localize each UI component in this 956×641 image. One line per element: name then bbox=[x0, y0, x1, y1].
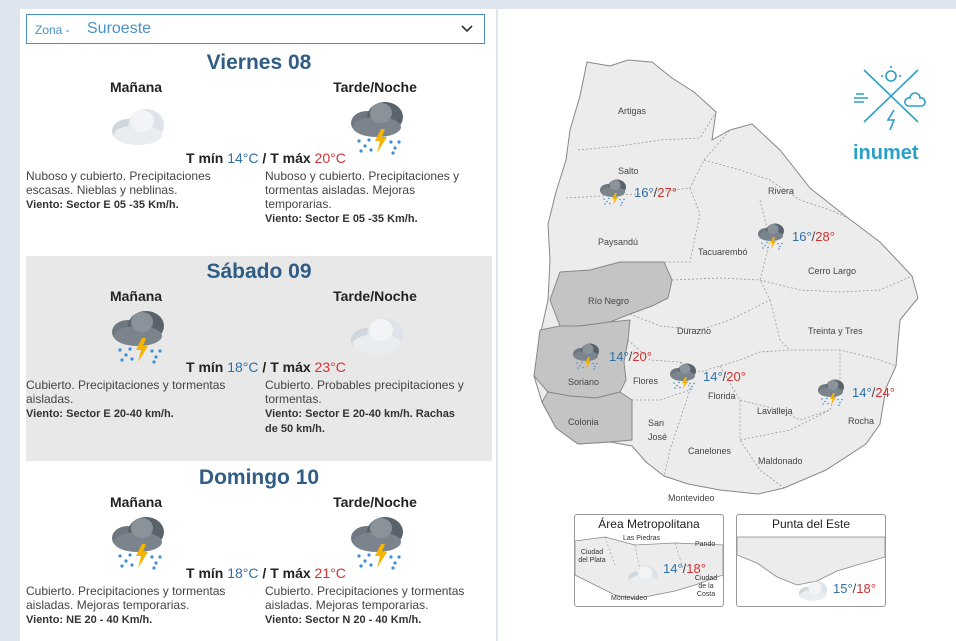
temperature-range: T mín 14°C / T máx 20°C bbox=[186, 150, 346, 166]
period-label: Tarde/Noche bbox=[333, 288, 417, 304]
place-label: Ciudad del Plata bbox=[578, 549, 606, 564]
place-label: Ciudad de la Costa bbox=[694, 575, 718, 598]
storm-icon bbox=[667, 362, 699, 390]
dept-label: Tacuarembó bbox=[698, 247, 748, 257]
day-title: Domingo 10 bbox=[198, 466, 320, 489]
map-temperature: 14°/20° bbox=[703, 369, 746, 384]
wind-text: Viento: Sector E 20-40 km/h. bbox=[26, 408, 174, 420]
storm-icon bbox=[570, 342, 602, 370]
dept-label: Rivera bbox=[768, 186, 795, 196]
dept-label: Río Negro bbox=[588, 296, 630, 306]
forecast-description: Cubierto. Precipitaciones y tormentas aisladas. Mejoras temporarias. Viento: NE 20 - 40 Km/h. bbox=[26, 584, 226, 626]
temperature-range: T mín 18°C / T máx 21°C bbox=[186, 565, 346, 581]
dept-label: Treinta y Tres bbox=[808, 326, 863, 336]
map-temperature: 14°/18° bbox=[663, 561, 706, 576]
map-temperature: 14°/20° bbox=[609, 349, 652, 364]
temp-min: 14°C bbox=[227, 150, 259, 166]
map-temperature: 14°/24° bbox=[852, 385, 895, 400]
forecast-description: Nuboso y cubierto. Precipitaciones y tormentas aisladas. Mejoras temporarias. Viento: Sector E 05 -35 Km/h. bbox=[265, 169, 460, 225]
temp-min: 18°C bbox=[227, 359, 259, 375]
inumet-logo-text: inumet bbox=[853, 142, 919, 164]
dept-label: Colonia bbox=[568, 417, 599, 427]
wind-text: Viento: Sector E 05 -35 Km/h. bbox=[26, 199, 179, 211]
day-title: Viernes 08 bbox=[206, 51, 312, 74]
temp-max: 20°C bbox=[314, 150, 346, 166]
period-label: Tarde/Noche bbox=[333, 494, 417, 510]
zone-label: Zona - bbox=[35, 23, 70, 37]
map-temperature: 16°/28° bbox=[792, 229, 835, 244]
zone-value: Suroeste bbox=[87, 20, 152, 37]
inumet-logo-icon bbox=[850, 64, 930, 140]
forecast-description: Nuboso y cubierto. Precipitaciones escasas. Nieblas y neblinas. Viento: Sector E 05 -35 Km/h. bbox=[26, 169, 211, 211]
dept-label: Flores bbox=[633, 376, 659, 386]
inset-title: Punta del Este bbox=[771, 517, 851, 531]
temp-max: 23°C bbox=[314, 359, 346, 375]
storm-icon bbox=[597, 178, 629, 206]
forecast-description: Cubierto. Precipitaciones y tormentas aisladas. Viento: Sector E 20-40 km/h. bbox=[26, 378, 226, 420]
dept-label: Lavalleja bbox=[757, 406, 793, 416]
wind-text: Viento: Sector N 20 - 40 Km/h. bbox=[265, 614, 422, 626]
metro-inset[interactable] bbox=[574, 514, 724, 607]
dept-label: Florida bbox=[708, 391, 736, 401]
period-label: Mañana bbox=[109, 288, 163, 304]
map-temperature: 16°/27° bbox=[634, 185, 677, 200]
period-label: Mañana bbox=[109, 79, 163, 95]
forecast-description: Cubierto. Precipitaciones y tormentas aisladas. Mejoras temporarias. Viento: Sector N 20 - 40 Km/h. bbox=[265, 584, 465, 626]
period-label: Mañana bbox=[109, 494, 163, 510]
dept-label: San José bbox=[648, 418, 668, 442]
period-label: Tarde/Noche bbox=[333, 79, 417, 95]
punta-inset[interactable] bbox=[736, 514, 886, 607]
storm-icon bbox=[755, 222, 787, 250]
dept-label: Salto bbox=[618, 166, 639, 176]
place-label: Montevideo bbox=[611, 595, 648, 602]
dept-label: Canelones bbox=[688, 446, 732, 456]
place-label: Pando bbox=[695, 541, 716, 548]
dept-label: Artigas bbox=[618, 106, 647, 116]
temperature-range: T mín 18°C / T máx 23°C bbox=[186, 359, 346, 375]
wind-text: Viento: Sector E 20-40 km/h. Rachas de 50 km/h. bbox=[265, 408, 455, 435]
wind-text: Viento: Sector E 05 -35 Km/h. bbox=[265, 213, 418, 225]
dept-label: Maldonado bbox=[758, 456, 803, 466]
dept-label: Paysandú bbox=[598, 237, 639, 247]
map-temperature: 15°/18° bbox=[833, 581, 876, 596]
place-label: Las Piedras bbox=[623, 535, 660, 542]
cloudy-icon bbox=[625, 561, 661, 589]
dept-label: Cerro Largo bbox=[808, 266, 857, 276]
temp-max: 21°C bbox=[314, 565, 346, 581]
dept-label: Montevideo bbox=[668, 493, 715, 503]
forecast-description: Cubierto. Probables precipitaciones y tormentas. Viento: Sector E 20-40 km/h. Rachas de 50 km/h. bbox=[265, 378, 464, 435]
inset-title: Área Metropolitana bbox=[598, 517, 700, 531]
storm-icon bbox=[815, 378, 847, 406]
wind-text: Viento: NE 20 - 40 Km/h. bbox=[26, 614, 153, 626]
dept-label: Rocha bbox=[848, 416, 875, 426]
temp-min: 18°C bbox=[227, 565, 259, 581]
dept-label: Soriano bbox=[568, 377, 600, 387]
dept-label: Durazno bbox=[677, 326, 712, 336]
cloudy-icon bbox=[795, 577, 831, 603]
day-title: Sábado 09 bbox=[206, 260, 312, 283]
